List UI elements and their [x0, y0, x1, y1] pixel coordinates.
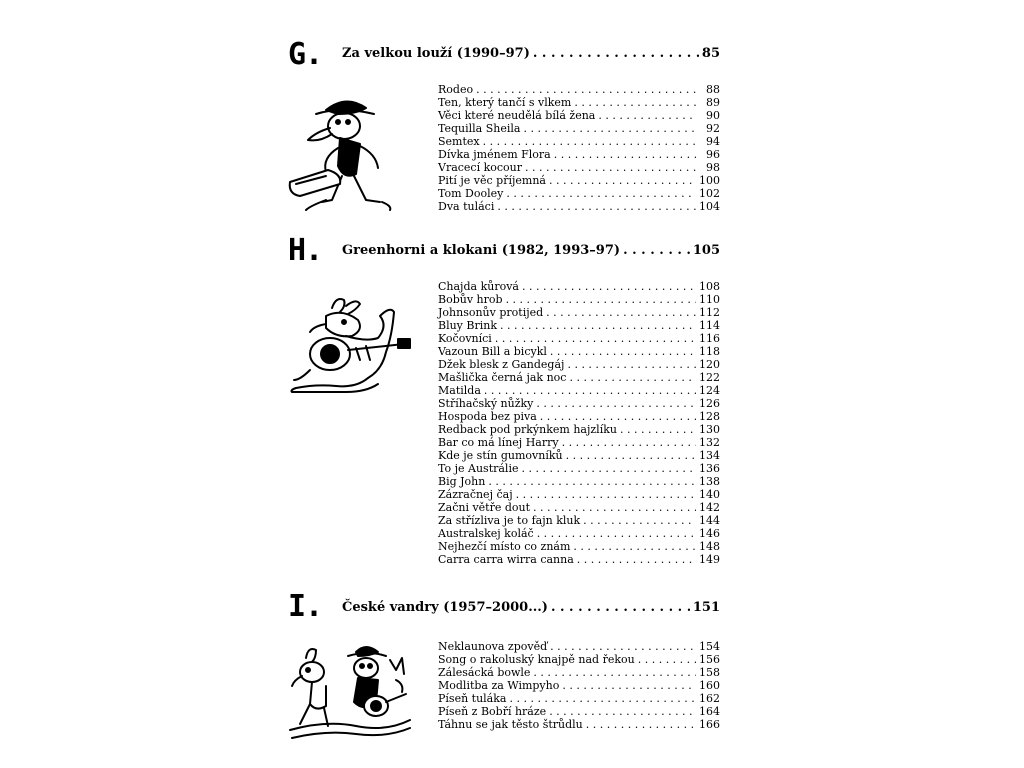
dot-leader: [537, 527, 696, 540]
entry-title: Táhnu se jak těsto štrůdlu: [438, 718, 583, 731]
entry-page: 140: [699, 488, 720, 501]
dot-leader: [533, 45, 699, 63]
entry-page: 124: [699, 384, 720, 397]
section-title: Za velkou louží (1990–97): [342, 46, 530, 61]
entry-title: Vazoun Bill a bicykl: [438, 345, 547, 358]
dot-leader: [497, 200, 696, 213]
section-title: České vandry (1957–2000...): [342, 600, 548, 615]
entry-page: 88: [706, 83, 720, 96]
entry-title: Nejhezčí místo co znám: [438, 540, 571, 553]
entry-page: 148: [699, 540, 720, 553]
entry-title: Tequilla Sheila: [438, 122, 521, 135]
entry-page: 146: [699, 527, 720, 540]
dot-leader: [549, 174, 696, 187]
dot-leader: [623, 242, 690, 260]
list-item[interactable]: [438, 280, 720, 293]
dot-leader: [567, 358, 696, 371]
dot-leader: [566, 449, 696, 462]
list-item[interactable]: [438, 161, 720, 174]
list-item[interactable]: [438, 306, 720, 319]
entry-title: Pití je věc příjemná: [438, 174, 546, 187]
entry-page: 118: [699, 345, 720, 358]
dot-leader: [522, 280, 696, 293]
dot-leader: [551, 599, 690, 617]
entry-page: 90: [706, 109, 720, 122]
entry-title: Zázračnej čaj: [438, 488, 513, 501]
section-page: 151: [692, 600, 720, 615]
entry-page: 154: [699, 640, 720, 653]
entry-title: Kde je stín gumovníků: [438, 449, 563, 462]
list-item[interactable]: [438, 187, 720, 200]
list-item[interactable]: [438, 501, 720, 514]
entry-title: Zálesácká bowle: [438, 666, 531, 679]
kangaroo-with-banjo-icon: [286, 296, 416, 396]
entry-title: Hospoda bez piva: [438, 410, 537, 423]
list-item[interactable]: [438, 718, 720, 731]
dot-leader: [540, 410, 696, 423]
entry-page: 94: [706, 135, 720, 148]
list-item[interactable]: [438, 436, 720, 449]
dot-leader: [484, 384, 696, 397]
dot-leader: [546, 306, 696, 319]
section-page: 105: [692, 243, 720, 258]
section-letter: G.: [288, 37, 323, 72]
list-item[interactable]: [438, 653, 720, 666]
entry-title: Matilda: [438, 384, 481, 397]
list-item[interactable]: [438, 174, 720, 187]
entry-list: [438, 83, 720, 213]
list-item[interactable]: [438, 705, 720, 718]
dot-leader: [488, 475, 696, 488]
dot-leader: [506, 187, 696, 200]
entry-list: [438, 280, 720, 566]
entry-page: 108: [699, 280, 720, 293]
entry-page: 122: [699, 371, 720, 384]
dot-leader: [550, 345, 696, 358]
section-heading: [342, 242, 720, 260]
entry-page: 102: [699, 187, 720, 200]
entry-title: Kočovníci: [438, 332, 492, 345]
entry-list: [438, 640, 720, 731]
dot-leader: [550, 640, 696, 653]
list-item[interactable]: [438, 462, 720, 475]
entry-page: 156: [699, 653, 720, 666]
entry-page: 112: [699, 306, 720, 319]
list-item[interactable]: [438, 540, 720, 553]
list-item[interactable]: [438, 319, 720, 332]
list-item[interactable]: [438, 96, 720, 109]
list-item[interactable]: [438, 122, 720, 135]
dot-leader: [483, 135, 697, 148]
dot-leader: [516, 488, 696, 501]
list-item[interactable]: [438, 83, 720, 96]
entry-title: To je Austrálie: [438, 462, 519, 475]
list-item[interactable]: [438, 332, 720, 345]
dot-leader: [521, 462, 696, 475]
section-title: Greenhorni a klokani (1982, 1993–97): [342, 243, 621, 258]
dot-leader: [536, 397, 696, 410]
entry-page: 166: [699, 718, 720, 731]
dot-leader: [533, 666, 696, 679]
list-item[interactable]: [438, 371, 720, 384]
entry-title: Neklaunova zpověď: [438, 640, 548, 653]
entry-title: Song o rakoluský knajpě nad řekou: [438, 653, 635, 666]
entry-title: Mašlička černá jak noc: [438, 371, 567, 384]
list-item[interactable]: [438, 423, 720, 436]
list-item[interactable]: [438, 345, 720, 358]
entry-title: Stříhačský nůžky: [438, 397, 534, 410]
entry-title: Píseň z Bobří hráze: [438, 705, 547, 718]
list-item[interactable]: [438, 449, 720, 462]
entry-page: 138: [699, 475, 720, 488]
list-item[interactable]: [438, 148, 720, 161]
section-letter: I.: [288, 589, 323, 624]
list-item[interactable]: [438, 488, 720, 501]
dot-leader: [583, 514, 696, 527]
entry-title: Semtex: [438, 135, 480, 148]
list-item[interactable]: [438, 358, 720, 371]
dot-leader: [569, 371, 696, 384]
entry-title: Dva tuláci: [438, 200, 495, 213]
entry-page: 126: [699, 397, 720, 410]
list-item[interactable]: [438, 475, 720, 488]
entry-title: Bar co má línej Harry: [438, 436, 559, 449]
dot-leader: [506, 293, 696, 306]
entry-page: 158: [699, 666, 720, 679]
list-item[interactable]: [438, 109, 720, 122]
entry-title: Dívka jménem Flora: [438, 148, 551, 161]
entry-page: 149: [699, 553, 720, 566]
entry-page: 142: [699, 501, 720, 514]
entry-title: Johnsonův protijed: [438, 306, 544, 319]
dot-leader: [523, 122, 697, 135]
dot-leader: [574, 96, 697, 109]
entry-title: Redback pod prkýnkem hajzlíku: [438, 423, 617, 436]
entry-page: 89: [706, 96, 720, 109]
dot-leader: [562, 436, 696, 449]
entry-page: 160: [699, 679, 720, 692]
entry-page: 130: [699, 423, 720, 436]
entry-page: 104: [699, 200, 720, 213]
dot-leader: [638, 653, 696, 666]
dot-leader: [476, 83, 697, 96]
entry-page: 114: [699, 319, 720, 332]
entry-title: Australskej koláč: [438, 527, 534, 540]
list-item[interactable]: [438, 679, 720, 692]
entry-title: Bobův hrob: [438, 293, 503, 306]
list-item[interactable]: [438, 553, 720, 566]
list-item[interactable]: [438, 293, 720, 306]
dot-leader: [509, 692, 696, 705]
cowboy-with-guitar-case-icon: [286, 88, 401, 213]
list-item[interactable]: [438, 514, 720, 527]
entry-title: Modlitba za Wimpyho: [438, 679, 560, 692]
section-heading: [342, 45, 720, 63]
entry-title: Ten, který tančí s vlkem: [438, 96, 572, 109]
entry-page: 98: [706, 161, 720, 174]
entry-title: Věci které neudělá bílá žena: [438, 109, 596, 122]
list-item[interactable]: [438, 397, 720, 410]
list-item[interactable]: [438, 200, 720, 213]
dot-leader: [573, 540, 696, 553]
entry-title: Vracecí kocour: [438, 161, 523, 174]
entry-title: Začni větře dout: [438, 501, 531, 514]
list-item[interactable]: [438, 527, 720, 540]
entry-title: Big John: [438, 475, 486, 488]
entry-page: 134: [699, 449, 720, 462]
dot-leader: [586, 718, 696, 731]
entry-title: Carra carra wirra canna: [438, 553, 574, 566]
dot-leader: [554, 148, 697, 161]
entry-title: Za střízliva je to fajn kluk: [438, 514, 581, 527]
entry-page: 120: [699, 358, 720, 371]
entry-title: Chajda kůrová: [438, 280, 519, 293]
list-item[interactable]: [438, 384, 720, 397]
entry-page: 162: [699, 692, 720, 705]
entry-page: 132: [699, 436, 720, 449]
entry-page: 92: [706, 122, 720, 135]
dot-leader: [549, 705, 696, 718]
dot-leader: [525, 161, 697, 174]
entry-title: Píseň tuláka: [438, 692, 507, 705]
entry-page: 136: [699, 462, 720, 475]
dot-leader: [598, 109, 697, 122]
entry-page: 110: [699, 293, 720, 306]
list-item[interactable]: [438, 410, 720, 423]
entry-page: 128: [699, 410, 720, 423]
list-item[interactable]: [438, 666, 720, 679]
entry-page: 164: [699, 705, 720, 718]
list-item[interactable]: [438, 640, 720, 653]
list-item[interactable]: [438, 692, 720, 705]
entry-title: Bluy Brink: [438, 319, 498, 332]
dot-leader: [562, 679, 696, 692]
list-item[interactable]: [438, 135, 720, 148]
dot-leader: [620, 423, 696, 436]
entry-title: Tom Dooley: [438, 187, 504, 200]
section-heading: [342, 599, 720, 617]
section-letter: H.: [288, 233, 323, 268]
tramps-playing-banjo-icon: [286, 640, 414, 745]
section-page: 85: [701, 46, 720, 61]
entry-page: 116: [699, 332, 720, 345]
entry-page: 144: [699, 514, 720, 527]
entry-title: Rodeo: [438, 83, 474, 96]
entry-page: 100: [699, 174, 720, 187]
dot-leader: [500, 319, 696, 332]
entry-title: Džek blesk z Gandegáj: [438, 358, 565, 371]
dot-leader: [577, 553, 696, 566]
dot-leader: [495, 332, 696, 345]
entry-page: 96: [706, 148, 720, 161]
dot-leader: [533, 501, 696, 514]
